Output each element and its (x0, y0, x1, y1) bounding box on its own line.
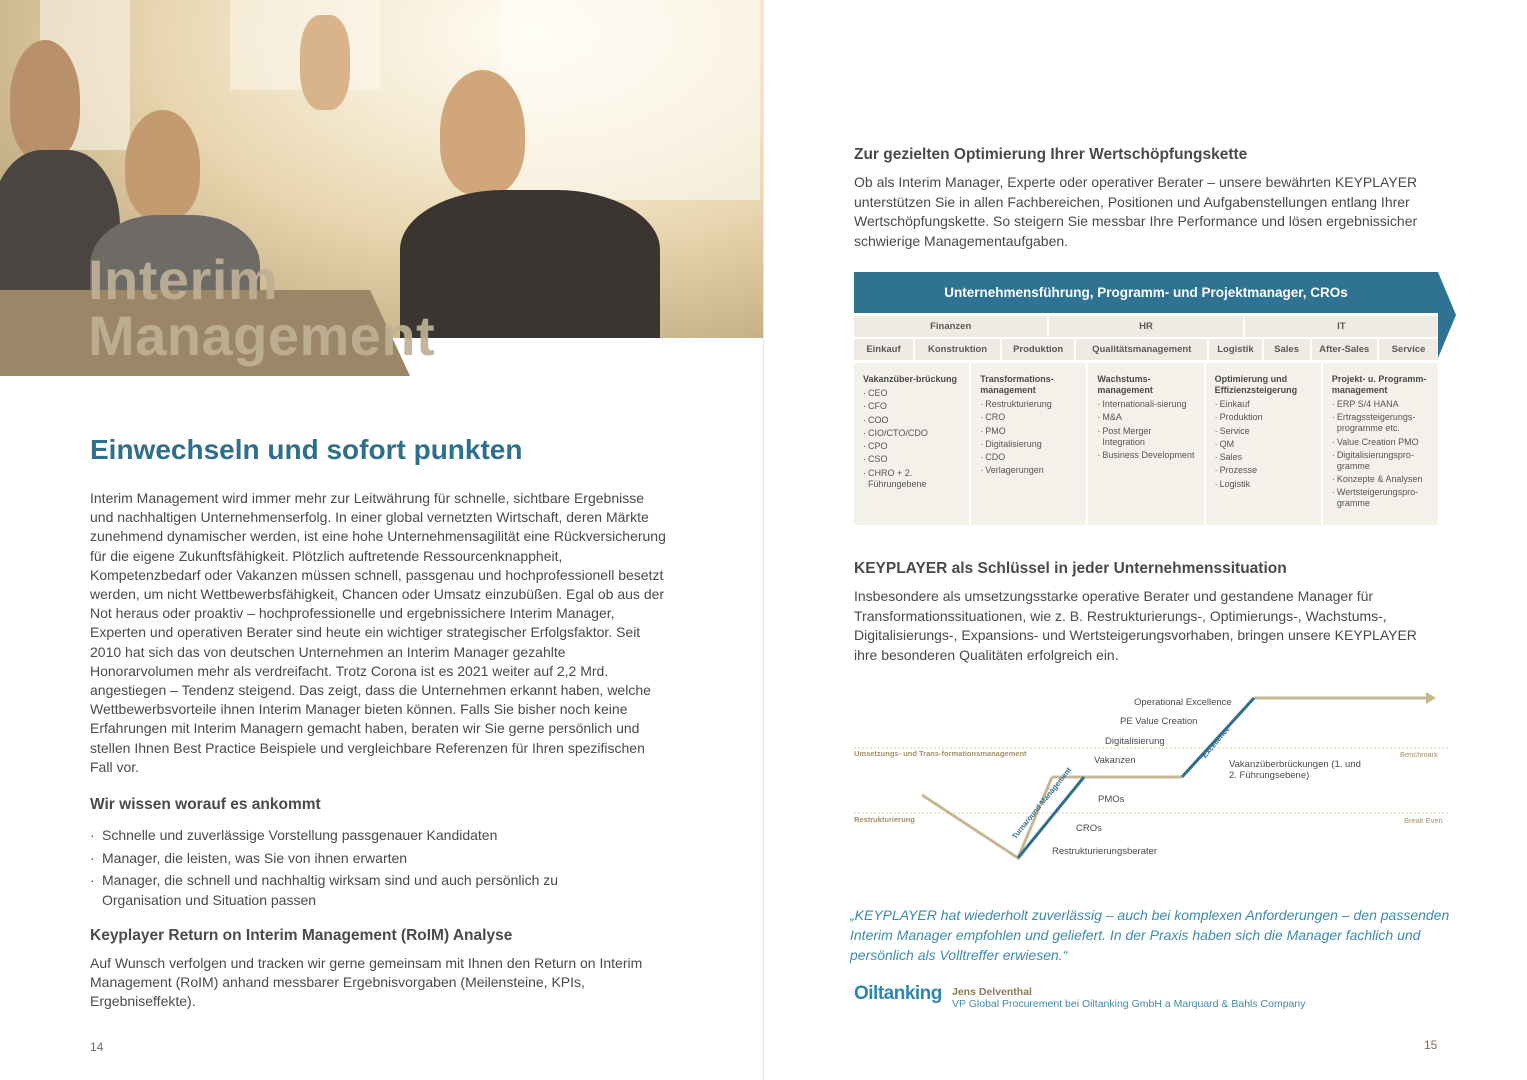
function-cell: Qualitätsmanagement (1076, 339, 1207, 360)
column-item: · Logistik (1215, 479, 1313, 490)
value-chain-column (971, 363, 1086, 525)
paragraph-wertschoepfung: Ob als Interim Manager, Experte oder operativer Berater – unsere bewährten KEYPLAYER unterstützen Sie in allen Fachbereichen, Positionen und Aufgabenstellungen entlang Ihrer Wertschöpfungskette. So steigern Sie messbar Ihre Performance und lösen ergebnissicher schwierige Managementaufgaben. (854, 174, 1418, 249)
value-chain-column (1323, 363, 1438, 525)
page-number-left: 14 (90, 1040, 104, 1054)
list-item: · Schnelle und zuverlässige Vorstellung passgenauer Kandidaten (90, 826, 650, 846)
column-item: · Post Merger Integration (1097, 426, 1195, 448)
column-item: · Internationali-sierung (1097, 399, 1195, 410)
label-restrukturierung-side: Restrukturierung (854, 815, 915, 824)
column-title: Optimierung und Effizienzsteigerung (1214, 374, 1298, 395)
column-item: · CHRO + 2. Führungebene (863, 468, 961, 490)
label-cros: CROs (1076, 823, 1102, 834)
column-item: · CFO (863, 401, 961, 412)
column-item: · Einkauf (1215, 399, 1313, 410)
heading-schluessel: KEYPLAYER als Schlüssel in jeder Unternehmenssituation (854, 560, 1287, 577)
quote-author: Jens Delventhal (952, 986, 1032, 998)
value-chain-columns (854, 363, 1438, 525)
column-item: · Value Creation PMO (1332, 437, 1430, 448)
column-item: · Business Development (1097, 450, 1195, 461)
label-turnaround: Turnaround Management (1010, 765, 1074, 841)
function-cell: Einkauf (854, 339, 913, 360)
heading-wertschoepfung: Zur gezielten Optimierung Ihrer Wertschöpfungskette (854, 146, 1248, 163)
label-digitalisierung: Digitalisierung (1105, 736, 1165, 747)
function-cell: Konstruktion (915, 339, 1000, 360)
label-restrukturierungsberater: Restrukturierungsberater (1052, 846, 1158, 857)
column-item: · CSO (863, 454, 961, 465)
column-item: · CPO (863, 441, 961, 452)
column-item: · Konzepte & Analysen (1332, 474, 1430, 485)
column-item: · ERP S/4 HANA (1332, 399, 1430, 410)
subhead-ankommt: Wir wissen worauf es ankommt (90, 796, 321, 813)
list-item: · Manager, die leisten, was Sie von ihnen erwarten (90, 849, 650, 869)
column-title: Transformations-management (980, 374, 1054, 395)
bullet-list (90, 826, 650, 913)
value-chain-areas (854, 316, 1438, 337)
column-title: Vakanzüber-brückung (863, 374, 958, 384)
function-cell: Sales (1264, 339, 1310, 360)
column-item: · CRO (980, 412, 1078, 423)
roim-paragraph: Auf Wunsch verfolgen und tracken wir gerne gemeinsam mit Ihnen den Return on Interim Management (RoIM) anhand messbarer Ergebnisvorgaben (Meilensteine, KPIs, Ergebniseffekte). (90, 955, 643, 1010)
main-headline: Einwechseln und sofort punkten (90, 434, 523, 465)
page-number-right: 15 (1424, 1038, 1438, 1052)
page-title: Interim Management (88, 248, 436, 367)
subhead-roim: Keyplayer Return on Interim Management (RoIM) Analyse (90, 927, 513, 944)
value-chain-column (1088, 363, 1203, 525)
column-item: · CDO (980, 452, 1078, 463)
function-cell: Service (1379, 339, 1438, 360)
column-item: · COO (863, 415, 961, 426)
column-title: Wachstums-management (1097, 374, 1153, 395)
left-page (0, 0, 763, 1080)
column-item: · M&A (1097, 412, 1195, 423)
area-it: IT (1245, 316, 1438, 337)
column-item: · Restrukturierung (980, 399, 1078, 410)
column-item: · Service (1215, 426, 1313, 437)
function-cell: After-Sales (1312, 339, 1378, 360)
column-item: · Verlagerungen (980, 465, 1078, 476)
situation-diagram (852, 682, 1452, 872)
oiltanking-logo: Oiltanking (854, 983, 942, 1004)
value-chain-column (854, 363, 969, 525)
column-item: · Wertsteigerungspro-gramme (1332, 487, 1430, 509)
label-benchmark: Benchmark (1400, 750, 1438, 759)
label-pe-value-creation: PE Value Creation (1120, 716, 1198, 727)
label-break-even: Break Even (1404, 816, 1443, 825)
column-item: · PMO (980, 426, 1078, 437)
label-vakanzueberbrueckungen: Vakanzüberbrückungen (1. und 2. Führungsebene) (1229, 759, 1361, 781)
intro-paragraph: Interim Management wird immer mehr zur Leitwährung für schnelle, sichtbare Ergebnisse und nachhaltigen Unternehmenserfolg. In einer global vernetzten Wirtschaft, deren Märkte zunehmend dynamischer werden, ist eine hohe Unternehmensagilität eine Rückversicherung für die eigene Zukunftsfähigkeit. Plötzlich auftretende Ressourcenknappheit, Kompetenzbedarf oder Vakanzen müssen schnell, passgenau und hochprofessionell besetzt werden, um nicht Wettbewerbsfähigkeit, Chancen oder Umsatz einzubüßen. Egal ob aus der Not heraus oder proaktiv – hochprofessionelle und ergebnissichere Interim Manager, Experten und operativen Berater sind heute ein wichtiger strategischer Erfolgsfaktor. Seit 2010 hat sich das von deutschen Unternehmen an Interim Manager gezahlte Honorarvolumen mehr als verdreifacht. Trotz Corona ist es 2021 weiter auf 2,2 Mrd. angestiegen – Tendenz steigend. Das zeigt, dass die Unternehmen erkannt haben, welche Wettbewerbsvorteile ihnen Interim Manager bieten können. Falls Sie bisher noch keine Erfahrungen mit Interim Managern gemacht haben, beraten wir Sie gerne persönlich und stellen Ihnen Best Practice Beispiele und vergleichbare Referenzen für Ihren spezifischen Fall vor. (90, 490, 666, 775)
column-item: · Sales (1215, 452, 1313, 463)
area-finanzen: Finanzen (854, 316, 1047, 337)
column-item: · Prozesse (1215, 465, 1313, 476)
column-item: · CIO/CTO/CDO (863, 428, 961, 439)
label-operational-excellence: Operational Excellence (1134, 697, 1232, 708)
paragraph-schluessel: Insbesondere als umsetzungsstarke operative Berater und gestandene Manager für Transformationssituationen, wie z. B. Restrukturierungs-, Optimierungs-, Wachstums-, Digitalisierungs-, Expansions- und Wertsteigerungsvorhaben, bringen unsere KEYPLAYER ihre besonderen Qualitäten erfolgreich ein. (854, 588, 1417, 663)
column-item: · Ertragssteigerungs-programme etc. (1332, 412, 1430, 434)
testimonial-quote: „KEYPLAYER hat wiederholt zuverlässig – auch bei komplexen Anforderungen – den passenden Interim Manager empfohlen und geliefert. In der Praxis haben sich die Manager fachlich und persönlich als Volltreffer erwiesen.“ (850, 907, 1450, 963)
quote-author-role: VP Global Procurement bei Oiltanking GmbH a Marquard & Bahls Company (952, 998, 1306, 1010)
column-item: · Digitalisierung (980, 439, 1078, 450)
function-cell: Produktion (1002, 339, 1074, 360)
column-title: Projekt- u. Programm-management (1331, 374, 1427, 395)
column-item: · CEO (863, 388, 961, 399)
label-vakanzen: Vakanzen (1094, 755, 1136, 766)
value-chain-banner: Unternehmensführung, Programm- und Projektmanager, CROs (854, 272, 1438, 313)
area-hr: HR (1049, 316, 1242, 337)
value-chain-column (1206, 363, 1321, 525)
column-item: · QM (1215, 439, 1313, 450)
value-chain-functions (854, 339, 1438, 360)
right-page (764, 0, 1527, 1080)
list-item: · Manager, die schnell und nachhaltig wirksam sind und auch persönlich zu Organisation und Situation passen (90, 871, 582, 910)
column-item: · Produktion (1215, 412, 1313, 423)
function-cell: Logistik (1209, 339, 1261, 360)
label-transformation-side: Umsetzungs- und Trans-formationsmanagement (854, 749, 1027, 758)
value-chain-arrow (1438, 272, 1456, 358)
column-item: · Digitalisierungspro-gramme (1332, 450, 1430, 472)
label-excellence: Excellence (1200, 724, 1232, 760)
label-pmos: PMOs (1098, 794, 1125, 805)
